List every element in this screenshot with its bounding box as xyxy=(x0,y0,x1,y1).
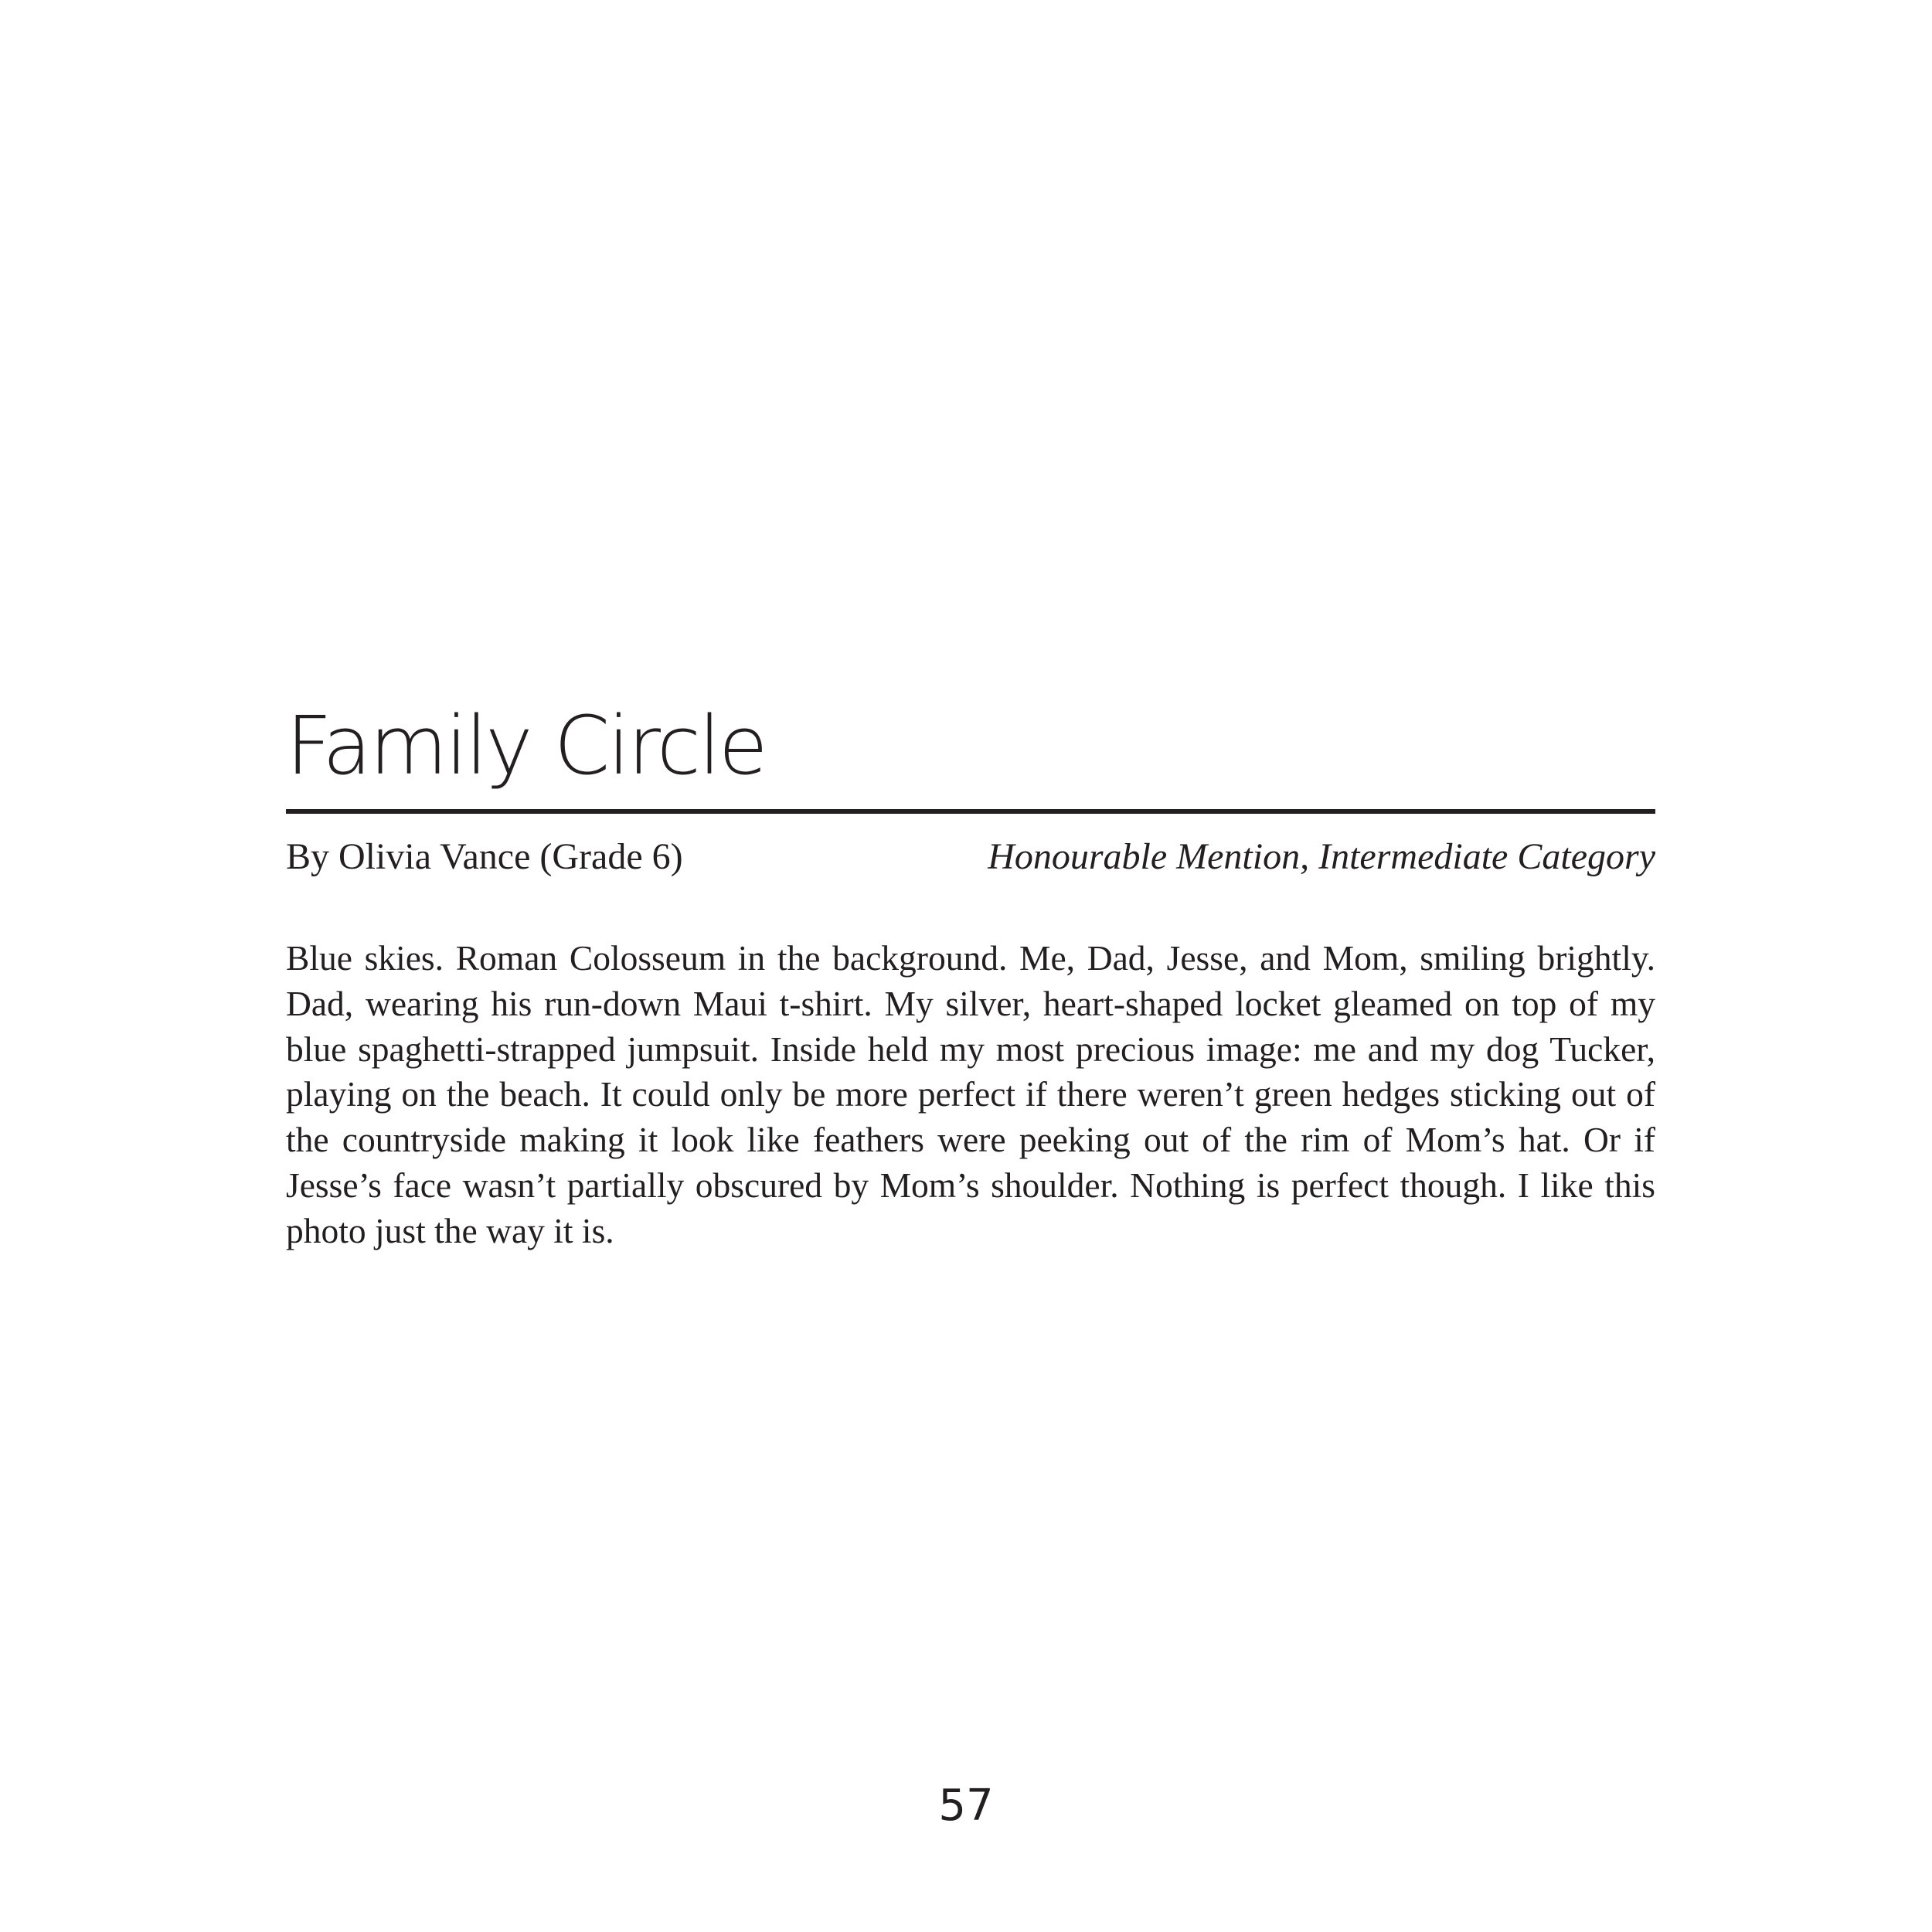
article-title: Family Circle xyxy=(286,699,766,793)
title-divider xyxy=(286,809,1655,814)
article xyxy=(286,699,1655,1289)
article-body: Blue skies. Roman Colosseum in the background. Me, Dad, Jesse, and Mom, smiling brightly. Dad, wearing his run-down Maui t-shirt. My silver, heart-shaped locket gleamed on top of my blue spaghetti-strapped jumpsuit. Inside held my most precious image: me and my dog Tucker, playing on the beach. It could only be more perfect if there weren’t green hedges sticking out of the countryside making it look like feathers were peeking out of the rim of Mom’s hat. Or if Jesse’s face wasn’t partially obscured by Mom’s shoulder. Nothing is perfect though. I like this photo just the way it is. xyxy=(286,938,1655,1250)
byline-row xyxy=(286,832,1655,882)
page-number: 57 xyxy=(938,1781,994,1831)
award-label: Honourable Mention, Intermediate Category xyxy=(988,836,1655,877)
author-byline: By Olivia Vance (Grade 6) xyxy=(286,836,683,877)
